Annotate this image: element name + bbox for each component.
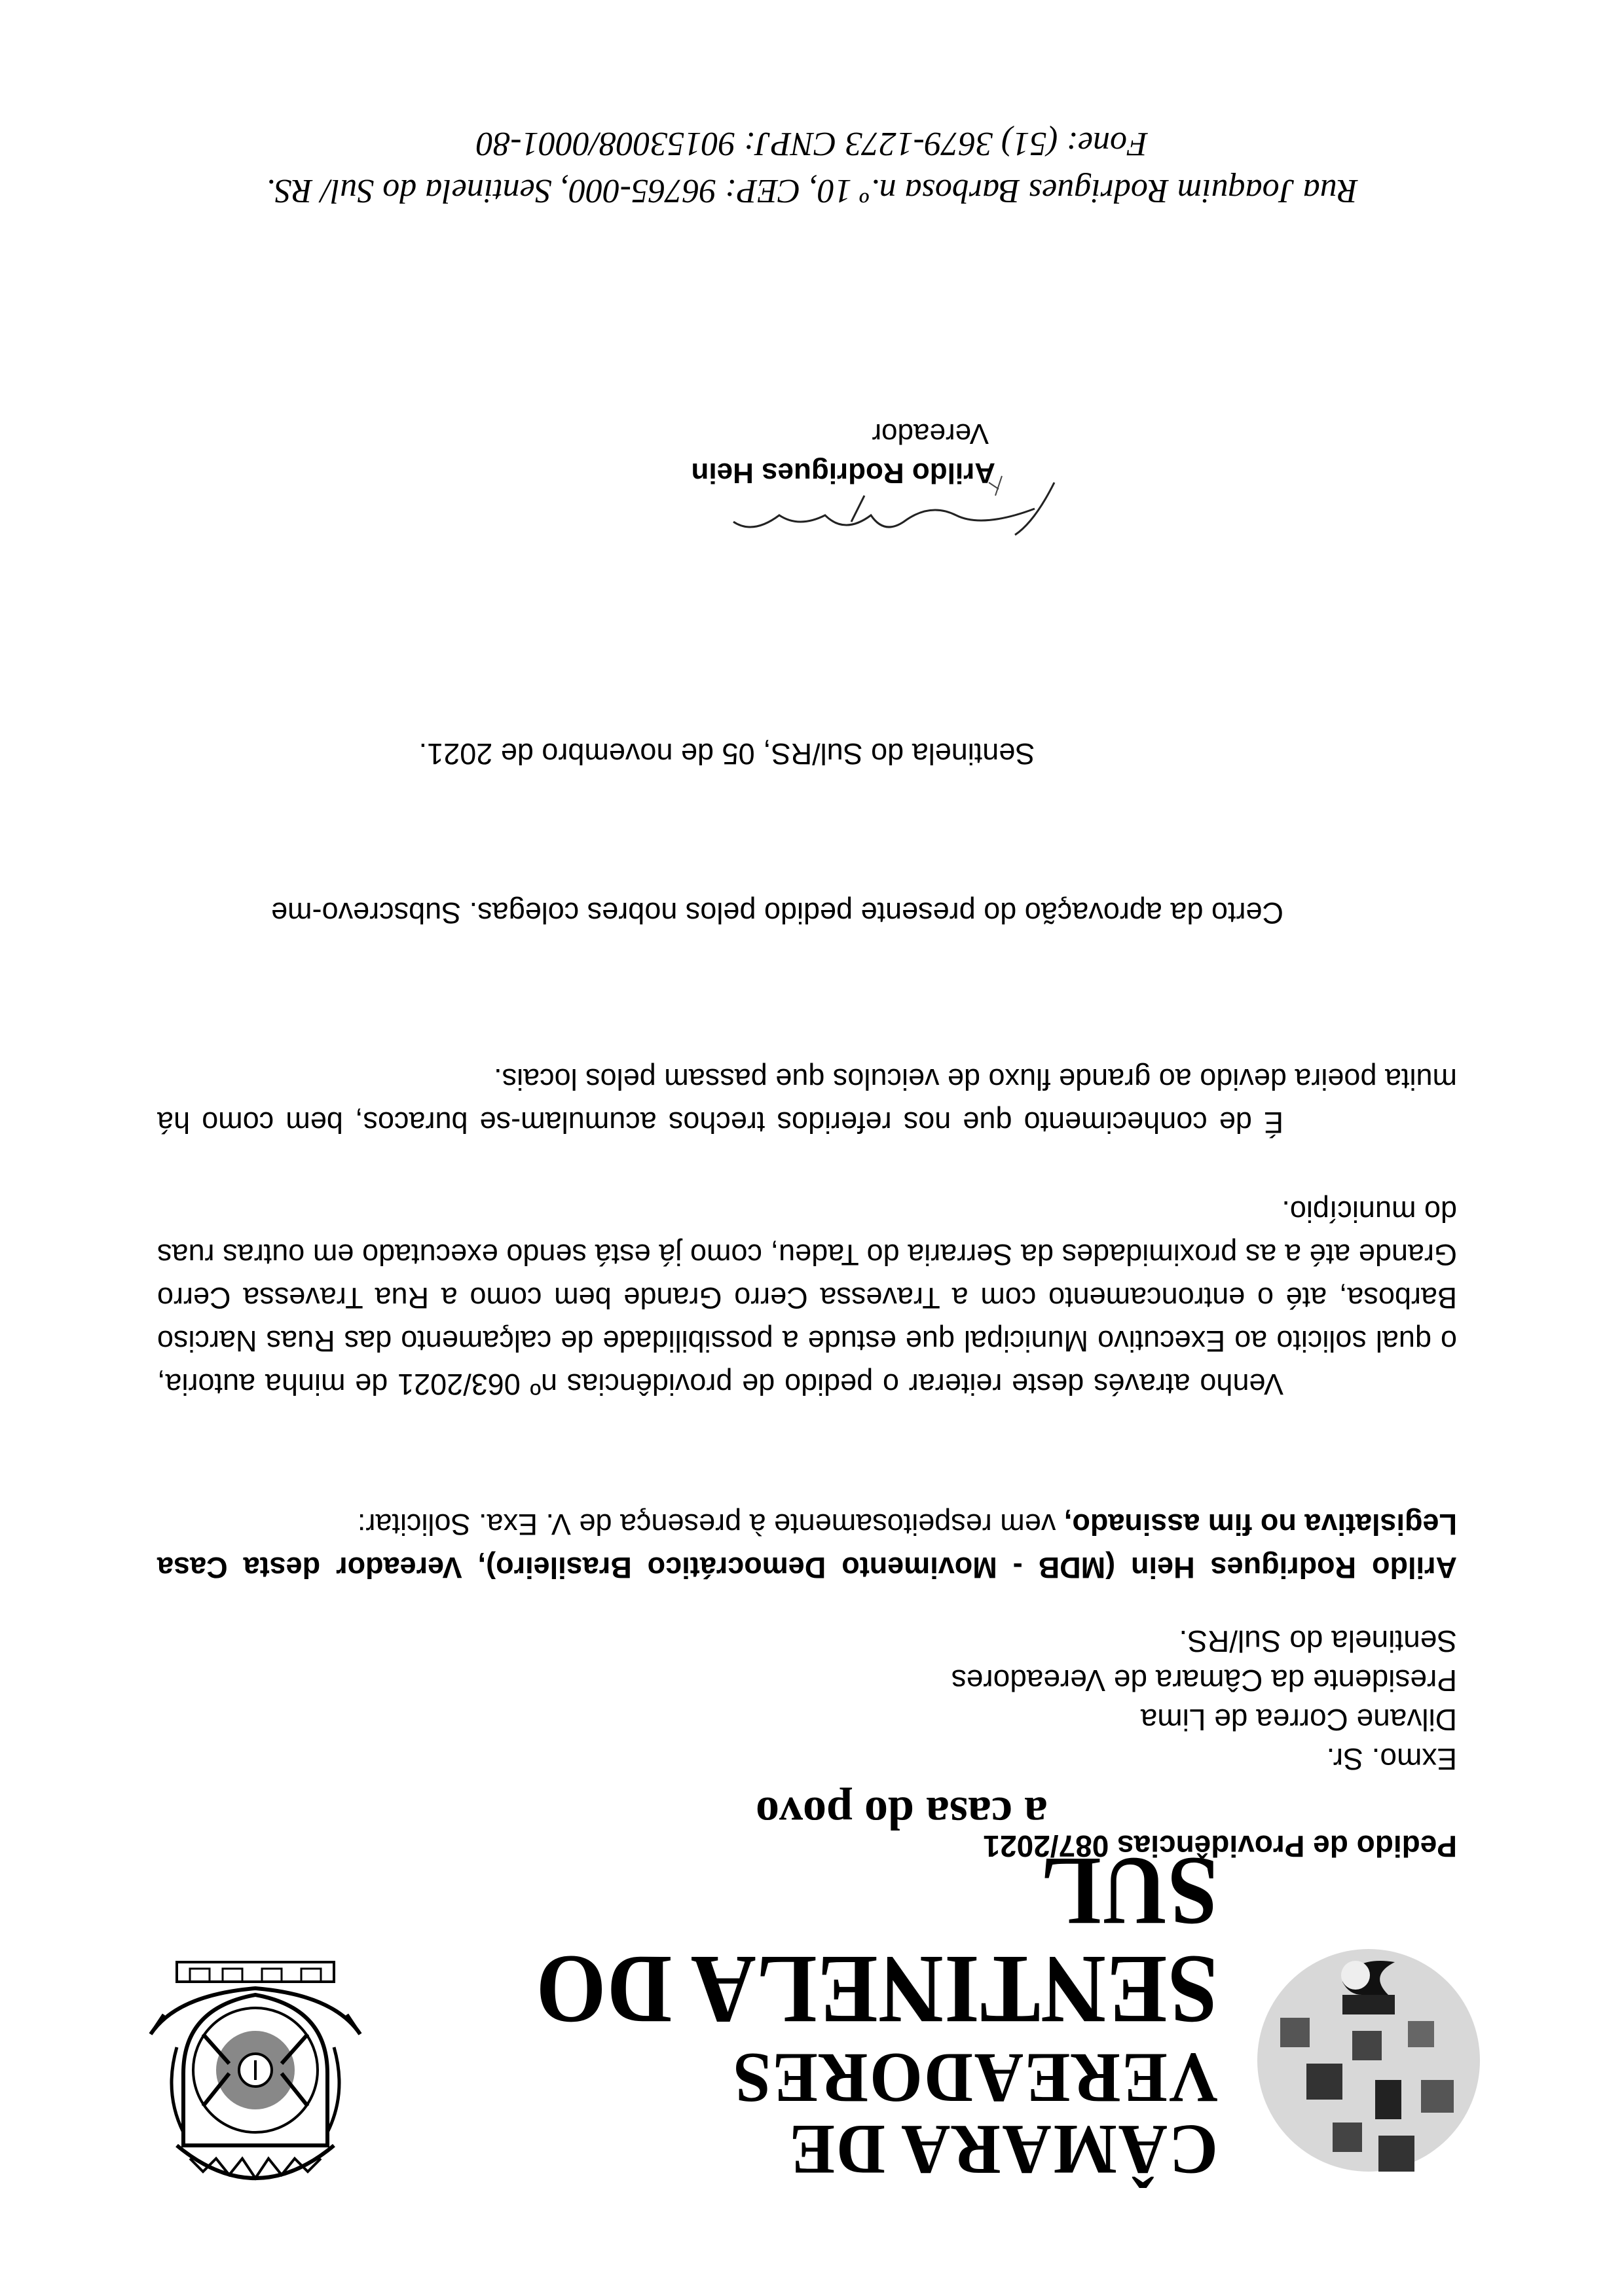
addressee-title: Presidente da Câmara de Vereadores	[951, 1664, 1457, 1698]
addressee-name: Dilvane Correa de Lima	[1140, 1703, 1457, 1737]
addressee-location: Sentinela do Sul/RS.	[1179, 1624, 1457, 1658]
municipality-name: SENTINELA DO SUL	[535, 1837, 1218, 2044]
institution-slogan: a casa do povo	[755, 1787, 1048, 1840]
municipal-coat-of-arms-icon	[138, 1942, 373, 2204]
signatory-name: Arildo Rodrigues Hein	[691, 457, 995, 489]
intro-text: vem respeitosamente à presença de V. Exa. Solicitar:	[357, 1508, 1064, 1541]
footer-address: Rua Joaquim Rodrigues Barbosa n.º 10, CEP: 96765-000, Sentinela do Sul/ RS.	[266, 172, 1358, 210]
footer-contact: Fone: (51) 3679-1273 CNPJ: 90153008/0001-80	[476, 125, 1148, 162]
document-title: Pedido de Providências 087/2021	[983, 1829, 1457, 1863]
footer	[0, 120, 1624, 214]
date-line: Sentinela do Sul/RS, 05 de novembro de 2021.	[418, 737, 1035, 771]
closing-paragraph: Certo da aprovação do presente pedido pelos nobres colegas. Subscrevo-me	[271, 896, 1283, 930]
request-paragraph: Venho através deste reiterar o pedido de providências nº 063/2021 de minha autoria, o qual solicito ao Executivo Municipal que estude a possibilidade de calçamento das Ruas Narciso Barbosa, até o entroncamento com a Travessa Cerro Grande bem como a Rua Travessa Cerro Grande até a as proximidades da Serraria do Tadeu, como já está sendo executado em outras ruas do município.	[157, 1195, 1457, 1401]
addressee-salutation: Exmo. Sr.	[1326, 1742, 1457, 1776]
addressee-block	[951, 1622, 1457, 1779]
signatory-role: Vereador	[872, 418, 989, 450]
intro-paragraph	[157, 1503, 1457, 1589]
justification-paragraph: É de conhecimento que nos referidos trechos acumulam-se buracos, bem como há muita poeira devido ao grande fluxo de veiculos que passam pelos locais.	[157, 1063, 1457, 1139]
intro-bold-text: Arildo Rodrigues Hein (MDB - Movimento Democrático Brasileiro), Vereador desta Casa Legislativa no fim assinado,	[157, 1508, 1457, 1584]
institution-name: CÂMARA DE VEREADORES	[731, 2038, 1218, 2189]
camara-logo-icon	[1244, 1942, 1493, 2191]
